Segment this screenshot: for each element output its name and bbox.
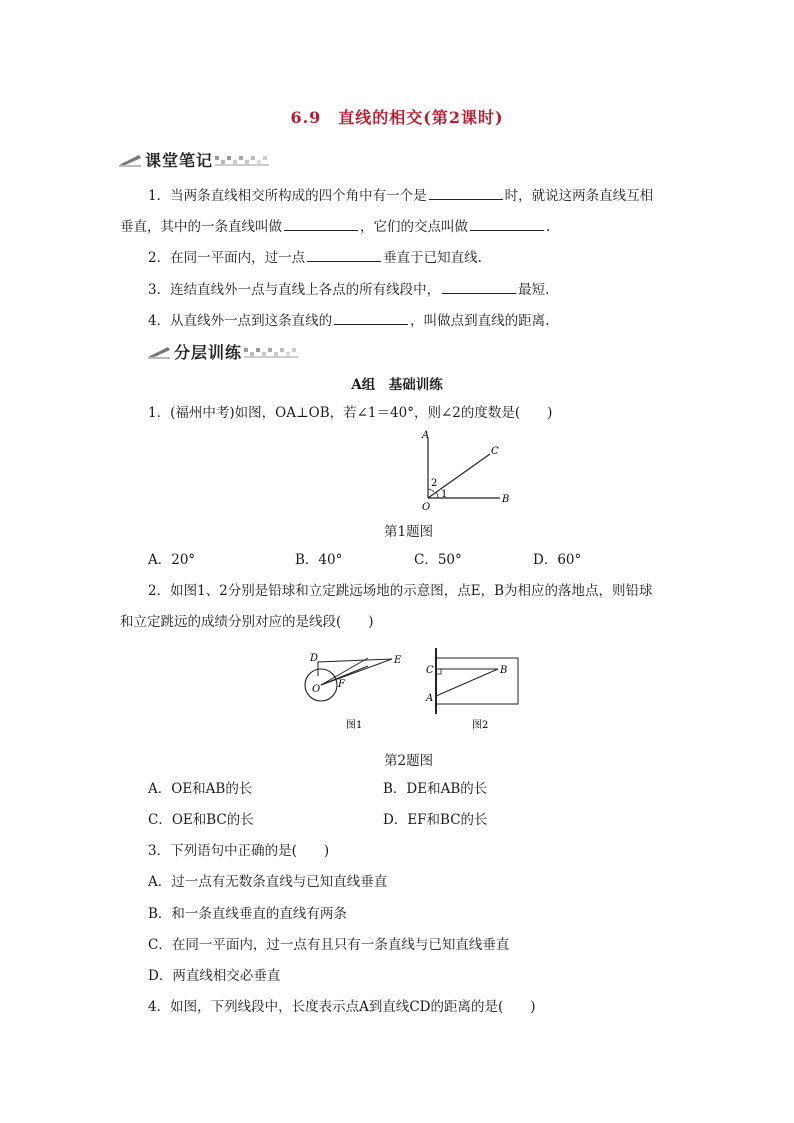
q2-figure-2 [420,646,524,736]
q1-option-a[interactable]: A．20° [148,552,196,568]
label-E: E [394,655,402,666]
label-B: B [502,494,510,505]
practice-banner [148,340,298,364]
q3-stem: 3．下列语句中正确的是( ) [148,843,330,859]
q2-caption: 第2题图 [384,753,434,769]
label-C: C [491,446,499,457]
q2-figure-1 [296,646,408,736]
note-line-3 [148,249,482,267]
q2-option-c[interactable]: C．OE和BC的长 [148,812,254,828]
notes-banner [119,148,269,172]
fill-blank[interactable] [429,187,503,200]
fill-blank[interactable] [442,281,516,294]
figure-2-name: 图2 [472,720,489,731]
pencil-icon [148,343,172,359]
fill-blank[interactable] [334,312,408,325]
q1-stem: 1．(福州中考)如图，OA⊥OB，若∠1＝40°，则∠2的度数是( ) [148,405,553,421]
note-line-5 [148,312,549,330]
label-A: A [422,430,430,441]
note-2-text-c: . [546,219,551,235]
q3-option-d[interactable]: D．两直线相交必垂直 [148,968,281,984]
label-angle-2: 2 [431,478,438,489]
q1-caption: 第1题图 [384,524,434,540]
note-line-4 [148,281,549,299]
note-2-text-a: 垂直，其中的一条直线叫做 [120,219,282,235]
note-1-text-b: 时，就说这两条直线互相 [504,188,654,204]
label-D: D [310,653,319,664]
angle-2-arc [428,489,434,492]
note-3-text-b: 垂直于已知直线. [383,250,482,266]
note-5-text-a: 4．从直线外一点到这条直线的 [148,313,333,329]
label-angle-1: 1 [441,489,448,500]
q2-option-d[interactable]: D．EF和BC的长 [383,812,488,828]
q1-option-c[interactable]: C．50° [414,552,462,568]
banner-dots-decoration [244,346,298,360]
figure-1-name: 图1 [346,720,363,731]
segment-AB [436,669,498,696]
fill-blank[interactable] [284,218,358,231]
note-line-2 [120,218,550,236]
q2-option-b[interactable]: B．DE和AB的长 [383,781,488,797]
q1-option-d[interactable]: D．60° [533,552,582,568]
group-heading: A组 基础训练 [351,377,443,393]
q1-option-b[interactable]: B．40° [295,552,343,568]
note-3-text-a: 2．在同一平面内，过一点 [148,250,306,266]
note-1-text-a: 1．当两条直线相交所构成的四个角中有一个是 [148,188,427,204]
q2-option-a[interactable]: A．OE和AB的长 [148,781,253,797]
fill-blank[interactable] [307,249,381,262]
q4-stem: 4．如图，下列线段中，长度表示点A到直线CD的距离的是( ) [148,999,536,1015]
note-4-text-b: 最短. [518,282,550,298]
pencil-icon [119,151,143,167]
banner-dots-decoration [215,154,269,168]
note-5-text-b: ，叫做点到直线的距离. [410,313,550,329]
q3-option-a[interactable]: A．过一点有无数条直线与已知直线垂直 [148,874,388,890]
note-4-text-a: 3．连结直线外一点与直线上各点的所有线段中， [148,282,441,298]
practice-banner-label: 分层训练 [174,343,243,362]
q3-option-c[interactable]: C．在同一平面内，过一点有且只有一条直线与已知直线垂直 [148,937,510,953]
label-O: O [312,684,321,695]
q2-stem-line1: 2．如图1、2分别是铅球和立定跳远场地的示意图，点E，B为相应的落地点，则铅球 [148,583,653,599]
segment-OE [321,659,392,685]
fill-blank[interactable] [470,218,544,231]
ray-OC [428,454,490,498]
note-2-text-b: ，它们的交点叫做 [360,219,468,235]
label-O: O [422,502,431,512]
q1-figure [418,426,514,512]
label-C: C [426,665,434,676]
q3-option-b[interactable]: B．和一条直线垂直的直线有两条 [148,906,347,922]
label-F: F [338,679,345,690]
notes-banner-label: 课堂笔记 [145,151,214,170]
page-title: 6.9 直线的相交(第2课时) [290,108,504,127]
label-B: B [500,665,508,676]
segment-DE [318,659,392,662]
note-line-1 [148,187,653,205]
label-A: A [426,693,434,704]
q2-stem-line2: 和立定跳远的成绩分别对应的是线段( ) [120,614,374,630]
angle-1-arc [436,492,438,498]
